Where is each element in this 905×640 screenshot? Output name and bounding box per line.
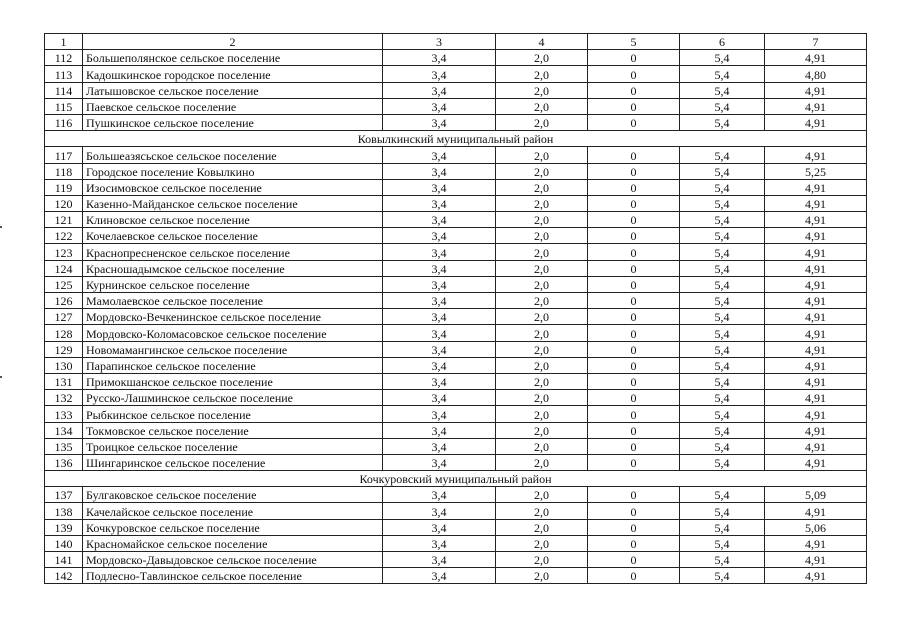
table-row [45, 260, 867, 276]
header-cell: 6 [680, 34, 765, 50]
value-col-3: 3,4 [383, 357, 496, 373]
settlement-name: Булгаковское сельское поселение [83, 487, 383, 503]
section-header-row [45, 131, 867, 147]
settlement-name: Троицкое сельское поселение [83, 438, 383, 454]
value-col-4: 2,0 [496, 179, 588, 195]
section-header-row [45, 471, 867, 487]
value-col-7: 4,91 [765, 406, 867, 422]
row-number: 128 [45, 325, 83, 341]
table-row [45, 114, 867, 130]
value-col-5: 0 [588, 98, 680, 114]
settlement-name: Кадошкинское городское поселение [83, 66, 383, 82]
value-col-6: 5,4 [680, 114, 765, 130]
value-col-3: 3,4 [383, 341, 496, 357]
value-col-4: 2,0 [496, 114, 588, 130]
value-col-3: 3,4 [383, 66, 496, 82]
settlement-name: Изосимовское сельское поселение [83, 179, 383, 195]
table-row [45, 212, 867, 228]
row-number: 123 [45, 244, 83, 260]
settlement-name: Городское поселение Ковылкино [83, 163, 383, 179]
header-cell: 3 [383, 34, 496, 50]
value-col-3: 3,4 [383, 454, 496, 470]
table-row [45, 535, 867, 551]
row-number: 130 [45, 357, 83, 373]
value-col-3: 3,4 [383, 163, 496, 179]
value-col-4: 2,0 [496, 212, 588, 228]
table-body [45, 34, 867, 584]
value-col-5: 0 [588, 519, 680, 535]
value-col-6: 5,4 [680, 260, 765, 276]
value-col-6: 5,4 [680, 519, 765, 535]
settlement-name: Мордовско-Вечкенинское сельское поселение [83, 309, 383, 325]
table-row [45, 179, 867, 195]
value-col-4: 2,0 [496, 325, 588, 341]
row-number: 124 [45, 260, 83, 276]
value-col-6: 5,4 [680, 535, 765, 551]
row-number: 129 [45, 341, 83, 357]
value-col-7: 4,91 [765, 114, 867, 130]
value-col-7: 4,91 [765, 212, 867, 228]
settlement-name: Клиновское сельское поселение [83, 212, 383, 228]
value-col-6: 5,4 [680, 195, 765, 211]
value-col-7: 4,91 [765, 276, 867, 292]
value-col-4: 2,0 [496, 487, 588, 503]
header-cell: 1 [45, 34, 83, 50]
value-col-6: 5,4 [680, 98, 765, 114]
value-col-5: 0 [588, 244, 680, 260]
header-cell: 4 [496, 34, 588, 50]
table-row [45, 309, 867, 325]
value-col-6: 5,4 [680, 50, 765, 66]
value-col-7: 4,91 [765, 50, 867, 66]
settlement-name: Паевское сельское поселение [83, 98, 383, 114]
value-col-7: 4,91 [765, 373, 867, 389]
settlement-name: Токмовское сельское поселение [83, 422, 383, 438]
value-col-6: 5,4 [680, 228, 765, 244]
settlement-name: Мамолаевское сельское поселение [83, 293, 383, 309]
table-row [45, 195, 867, 211]
value-col-4: 2,0 [496, 535, 588, 551]
settlement-name: Примокшанское сельское поселение [83, 373, 383, 389]
settlement-name: Пушкинское сельское поселение [83, 114, 383, 130]
value-col-6: 5,4 [680, 325, 765, 341]
value-col-5: 0 [588, 487, 680, 503]
value-col-4: 2,0 [496, 519, 588, 535]
value-col-4: 2,0 [496, 503, 588, 519]
header-cell: 2 [83, 34, 383, 50]
table-row [45, 147, 867, 163]
value-col-7: 4,91 [765, 293, 867, 309]
value-col-3: 3,4 [383, 503, 496, 519]
value-col-4: 2,0 [496, 293, 588, 309]
value-col-6: 5,4 [680, 293, 765, 309]
value-col-6: 5,4 [680, 373, 765, 389]
value-col-3: 3,4 [383, 260, 496, 276]
value-col-4: 2,0 [496, 568, 588, 584]
value-col-5: 0 [588, 293, 680, 309]
table-row [45, 66, 867, 82]
settlement-name: Большеполянское сельское поселение [83, 50, 383, 66]
settlement-name: Парапинское сельское поселение [83, 357, 383, 373]
value-col-4: 2,0 [496, 454, 588, 470]
row-number: 134 [45, 422, 83, 438]
table-row [45, 325, 867, 341]
settlement-name: Подлесно-Тавлинское сельское поселение [83, 568, 383, 584]
row-number: 120 [45, 195, 83, 211]
table-row [45, 98, 867, 114]
value-col-5: 0 [588, 341, 680, 357]
value-col-7: 4,91 [765, 454, 867, 470]
value-col-5: 0 [588, 163, 680, 179]
value-col-4: 2,0 [496, 50, 588, 66]
value-col-4: 2,0 [496, 373, 588, 389]
table-row [45, 244, 867, 260]
value-col-6: 5,4 [680, 568, 765, 584]
row-number: 117 [45, 147, 83, 163]
data-table [44, 33, 867, 584]
row-number: 122 [45, 228, 83, 244]
value-col-5: 0 [588, 568, 680, 584]
value-col-3: 3,4 [383, 276, 496, 292]
value-col-6: 5,4 [680, 244, 765, 260]
value-col-7: 4,80 [765, 66, 867, 82]
value-col-5: 0 [588, 147, 680, 163]
value-col-7: 4,91 [765, 341, 867, 357]
value-col-6: 5,4 [680, 552, 765, 568]
value-col-5: 0 [588, 195, 680, 211]
value-col-7: 4,91 [765, 535, 867, 551]
table-row [45, 519, 867, 535]
table-row [45, 552, 867, 568]
value-col-5: 0 [588, 454, 680, 470]
header-cell: 5 [588, 34, 680, 50]
value-col-4: 2,0 [496, 147, 588, 163]
row-number: 135 [45, 438, 83, 454]
value-col-5: 0 [588, 406, 680, 422]
section-title: Ковылкинский муниципальный район [45, 131, 867, 147]
value-col-4: 2,0 [496, 82, 588, 98]
value-col-6: 5,4 [680, 309, 765, 325]
value-col-7: 4,91 [765, 503, 867, 519]
value-col-6: 5,4 [680, 357, 765, 373]
value-col-7: 5,06 [765, 519, 867, 535]
table-row [45, 341, 867, 357]
value-col-3: 3,4 [383, 438, 496, 454]
value-col-3: 3,4 [383, 309, 496, 325]
value-col-6: 5,4 [680, 406, 765, 422]
value-col-7: 4,91 [765, 98, 867, 114]
scan-speck [0, 226, 2, 228]
table-row [45, 163, 867, 179]
value-col-6: 5,4 [680, 147, 765, 163]
value-col-4: 2,0 [496, 276, 588, 292]
row-number: 132 [45, 390, 83, 406]
value-col-4: 2,0 [496, 163, 588, 179]
value-col-5: 0 [588, 357, 680, 373]
row-number: 138 [45, 503, 83, 519]
table-row [45, 373, 867, 389]
value-col-5: 0 [588, 390, 680, 406]
row-number: 125 [45, 276, 83, 292]
value-col-4: 2,0 [496, 98, 588, 114]
value-col-6: 5,4 [680, 179, 765, 195]
value-col-7: 4,91 [765, 325, 867, 341]
value-col-7: 4,91 [765, 552, 867, 568]
value-col-7: 4,91 [765, 568, 867, 584]
row-number: 137 [45, 487, 83, 503]
table-row [45, 82, 867, 98]
value-col-5: 0 [588, 422, 680, 438]
value-col-7: 4,91 [765, 147, 867, 163]
value-col-6: 5,4 [680, 276, 765, 292]
value-col-7: 5,09 [765, 487, 867, 503]
value-col-4: 2,0 [496, 228, 588, 244]
value-col-7: 4,91 [765, 195, 867, 211]
value-col-3: 3,4 [383, 325, 496, 341]
row-number: 139 [45, 519, 83, 535]
value-col-3: 3,4 [383, 568, 496, 584]
settlement-name: Курнинское сельское поселение [83, 276, 383, 292]
value-col-4: 2,0 [496, 195, 588, 211]
value-col-5: 0 [588, 325, 680, 341]
row-number: 118 [45, 163, 83, 179]
row-number: 115 [45, 98, 83, 114]
value-col-4: 2,0 [496, 438, 588, 454]
value-col-7: 4,91 [765, 228, 867, 244]
value-col-3: 3,4 [383, 195, 496, 211]
table-row [45, 568, 867, 584]
scan-speck [0, 376, 2, 378]
header-cell: 7 [765, 34, 867, 50]
settlement-name: Кочелаевское сельское поселение [83, 228, 383, 244]
settlement-name: Большеазясьское сельское поселение [83, 147, 383, 163]
settlement-name: Мордовско-Коломасовское сельское поселение [83, 325, 383, 341]
settlement-name: Шингаринское сельское поселение [83, 454, 383, 470]
value-col-5: 0 [588, 373, 680, 389]
table-row [45, 390, 867, 406]
value-col-6: 5,4 [680, 66, 765, 82]
value-col-5: 0 [588, 114, 680, 130]
value-col-6: 5,4 [680, 422, 765, 438]
section-title: Кочкуровский муниципальный район [45, 471, 867, 487]
value-col-3: 3,4 [383, 82, 496, 98]
value-col-5: 0 [588, 438, 680, 454]
table-row [45, 406, 867, 422]
value-col-7: 4,91 [765, 390, 867, 406]
value-col-3: 3,4 [383, 50, 496, 66]
value-col-3: 3,4 [383, 244, 496, 260]
value-col-6: 5,4 [680, 82, 765, 98]
table-row [45, 357, 867, 373]
value-col-7: 5,25 [765, 163, 867, 179]
table-row [45, 276, 867, 292]
value-col-4: 2,0 [496, 390, 588, 406]
settlement-name: Краснопресненское сельское поселение [83, 244, 383, 260]
value-col-4: 2,0 [496, 244, 588, 260]
table-row [45, 503, 867, 519]
value-col-7: 4,91 [765, 179, 867, 195]
table-row [45, 228, 867, 244]
value-col-6: 5,4 [680, 487, 765, 503]
value-col-7: 4,91 [765, 422, 867, 438]
value-col-6: 5,4 [680, 212, 765, 228]
value-col-5: 0 [588, 309, 680, 325]
value-col-6: 5,4 [680, 503, 765, 519]
value-col-5: 0 [588, 179, 680, 195]
settlement-name: Русско-Лашминское сельское поселение [83, 390, 383, 406]
settlement-name: Качелайское сельское поселение [83, 503, 383, 519]
value-col-3: 3,4 [383, 179, 496, 195]
value-col-5: 0 [588, 50, 680, 66]
settlement-name: Кочкуровское сельское поселение [83, 519, 383, 535]
value-col-5: 0 [588, 66, 680, 82]
value-col-7: 4,91 [765, 357, 867, 373]
value-col-3: 3,4 [383, 228, 496, 244]
value-col-5: 0 [588, 82, 680, 98]
row-number: 131 [45, 373, 83, 389]
settlement-name: Красномайское сельское поселение [83, 535, 383, 551]
value-col-7: 4,91 [765, 309, 867, 325]
value-col-4: 2,0 [496, 341, 588, 357]
row-number: 140 [45, 535, 83, 551]
row-number: 121 [45, 212, 83, 228]
value-col-3: 3,4 [383, 535, 496, 551]
value-col-5: 0 [588, 228, 680, 244]
value-col-4: 2,0 [496, 422, 588, 438]
value-col-3: 3,4 [383, 552, 496, 568]
value-col-3: 3,4 [383, 212, 496, 228]
value-col-7: 4,91 [765, 244, 867, 260]
table-row [45, 438, 867, 454]
row-number: 116 [45, 114, 83, 130]
column-number-header [45, 34, 867, 50]
value-col-4: 2,0 [496, 260, 588, 276]
settlement-name: Рыбкинское сельское поселение [83, 406, 383, 422]
value-col-5: 0 [588, 503, 680, 519]
row-number: 142 [45, 568, 83, 584]
value-col-3: 3,4 [383, 390, 496, 406]
value-col-6: 5,4 [680, 454, 765, 470]
table-row [45, 50, 867, 66]
table-row [45, 454, 867, 470]
value-col-6: 5,4 [680, 341, 765, 357]
value-col-6: 5,4 [680, 163, 765, 179]
row-number: 127 [45, 309, 83, 325]
value-col-3: 3,4 [383, 422, 496, 438]
value-col-4: 2,0 [496, 309, 588, 325]
value-col-7: 4,91 [765, 82, 867, 98]
value-col-3: 3,4 [383, 487, 496, 503]
value-col-5: 0 [588, 212, 680, 228]
table-row [45, 422, 867, 438]
settlement-name: Красношадымское сельское поселение [83, 260, 383, 276]
value-col-6: 5,4 [680, 438, 765, 454]
value-col-5: 0 [588, 276, 680, 292]
value-col-4: 2,0 [496, 406, 588, 422]
row-number: 126 [45, 293, 83, 309]
value-col-3: 3,4 [383, 406, 496, 422]
table-row [45, 293, 867, 309]
value-col-7: 4,91 [765, 260, 867, 276]
value-col-3: 3,4 [383, 98, 496, 114]
value-col-4: 2,0 [496, 552, 588, 568]
value-col-5: 0 [588, 535, 680, 551]
settlement-name: Казенно-Майданское сельское поселение [83, 195, 383, 211]
value-col-5: 0 [588, 552, 680, 568]
row-number: 133 [45, 406, 83, 422]
value-col-3: 3,4 [383, 114, 496, 130]
value-col-4: 2,0 [496, 357, 588, 373]
row-number: 141 [45, 552, 83, 568]
settlement-name: Мордовско-Давыдовское сельское поселение [83, 552, 383, 568]
value-col-3: 3,4 [383, 373, 496, 389]
value-col-3: 3,4 [383, 519, 496, 535]
settlement-name: Новомамангинское сельское поселение [83, 341, 383, 357]
value-col-3: 3,4 [383, 147, 496, 163]
row-number: 112 [45, 50, 83, 66]
row-number: 114 [45, 82, 83, 98]
row-number: 136 [45, 454, 83, 470]
value-col-4: 2,0 [496, 66, 588, 82]
value-col-5: 0 [588, 260, 680, 276]
settlement-name: Латышовское сельское поселение [83, 82, 383, 98]
row-number: 113 [45, 66, 83, 82]
table-row [45, 487, 867, 503]
row-number: 119 [45, 179, 83, 195]
value-col-3: 3,4 [383, 293, 496, 309]
value-col-6: 5,4 [680, 390, 765, 406]
value-col-7: 4,91 [765, 438, 867, 454]
